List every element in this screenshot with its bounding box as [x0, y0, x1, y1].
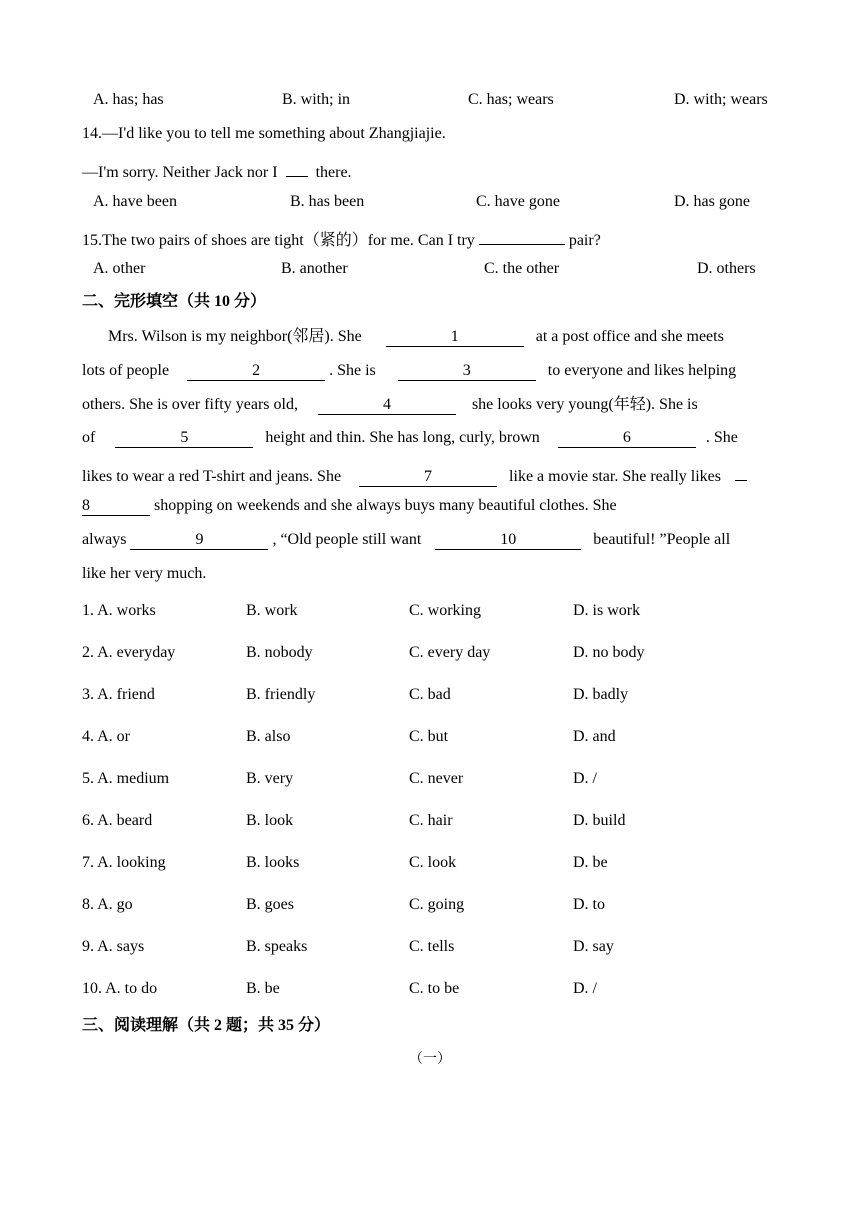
- passage-line-7: [82, 530, 730, 550]
- q13-option-c: C. has; wears: [468, 91, 554, 108]
- passage-line-5: [82, 462, 747, 487]
- option-a: 5. A. medium: [82, 770, 170, 787]
- passage-text: she looks very young(年轻). She is: [471, 396, 698, 413]
- cloze-blank-8: 8: [82, 497, 150, 516]
- section3-title: [82, 1016, 330, 1036]
- passage-text: at a post office and she meets: [535, 328, 724, 345]
- option-b: B. goes: [246, 896, 294, 913]
- passage-text: . She is: [329, 362, 376, 379]
- q14-reply-after: there.: [315, 164, 352, 181]
- option-b: B. speaks: [246, 938, 308, 955]
- cloze-blank-6: 6: [558, 429, 696, 448]
- cloze-blank-10: 10: [435, 531, 581, 550]
- q15-blank: [479, 226, 565, 245]
- option-d: D. be: [573, 854, 608, 871]
- section3-title-count: 2: [214, 1017, 223, 1034]
- option-a: 9. A. says: [82, 938, 145, 955]
- option-b: B. nobody: [246, 644, 313, 661]
- passage-line-6: [82, 496, 617, 516]
- option-c: C. tells: [409, 938, 455, 955]
- option-d: D. say: [573, 938, 614, 955]
- passage-line-8: like her very much.: [82, 565, 207, 582]
- q13-option-d: D. with; wears: [674, 91, 768, 108]
- section2-title-suffix: 分）: [230, 293, 267, 310]
- option-d: D. to: [573, 896, 605, 913]
- q15-option-d: D. others: [697, 260, 756, 277]
- option-c: C. working: [409, 602, 481, 619]
- option-c: C. look: [409, 854, 457, 871]
- q13-option-b: B. with; in: [282, 91, 351, 108]
- passage-text: beautiful! ”People all: [593, 531, 731, 548]
- passage-text: like a movie star. She really likes: [509, 468, 721, 485]
- option-b: B. work: [246, 602, 298, 619]
- option-d: D. /: [573, 770, 597, 787]
- passage-text: of: [82, 429, 96, 446]
- q14-reply-before: —I'm sorry. Neither Jack nor I: [82, 164, 278, 181]
- option-d: D. and: [573, 728, 616, 745]
- q14-stem: 14.—I'd like you to tell me something about Zhangjiajie.: [82, 125, 446, 142]
- section2-title: [82, 292, 266, 312]
- section2-title-score: 10: [214, 293, 231, 310]
- section3-title-mid: 题；共: [222, 1017, 279, 1034]
- option-c: C. every day: [409, 644, 491, 661]
- q14-option-a: A. have been: [93, 193, 177, 210]
- q14-option-d: D. has gone: [674, 193, 750, 210]
- q15-stem: [82, 226, 601, 251]
- option-a: 1. A. works: [82, 602, 156, 619]
- section3-title-score: 35: [278, 1017, 295, 1034]
- option-b: B. friendly: [246, 686, 316, 703]
- passage-line-3: [82, 395, 698, 415]
- option-b: B. also: [246, 728, 291, 745]
- q14-option-b: B. has been: [290, 193, 365, 210]
- passage-line-2: [82, 361, 736, 381]
- option-d: D. badly: [573, 686, 629, 703]
- passage-text: others. She is over fifty years old,: [82, 396, 298, 413]
- option-c: C. bad: [409, 686, 451, 703]
- passage-text: always: [82, 531, 127, 548]
- q15-option-a: A. other: [93, 260, 146, 277]
- option-d: D. is work: [573, 602, 641, 619]
- passage-text: , “Old people still want: [272, 531, 422, 548]
- option-d: D. no body: [573, 644, 645, 661]
- option-c: C. never: [409, 770, 464, 787]
- option-b: B. be: [246, 980, 280, 997]
- cloze-blank-4: 4: [318, 396, 456, 415]
- cloze-blank-7: 7: [359, 468, 497, 487]
- q15-stem-after: pair?: [568, 232, 601, 249]
- q15-option-c: C. the other: [484, 260, 560, 277]
- passage-text: lots of people: [82, 362, 170, 379]
- option-a: 4. A. or: [82, 728, 130, 745]
- q14-reply: [82, 158, 352, 183]
- option-a: 6. A. beard: [82, 812, 153, 829]
- cloze-blank-9: 9: [130, 531, 268, 550]
- section3-title-suffix: 分）: [294, 1017, 331, 1034]
- option-c: C. to be: [409, 980, 460, 997]
- passage-line-1: [108, 327, 724, 347]
- option-b: B. very: [246, 770, 294, 787]
- option-c: C. going: [409, 896, 465, 913]
- option-a: 7. A. looking: [82, 854, 166, 871]
- section3-title-prefix: 三、阅读理解（共: [82, 1017, 215, 1034]
- section2-title-prefix: 二、完形填空（共: [82, 293, 215, 310]
- option-a: 3. A. friend: [82, 686, 155, 703]
- passage-text: to everyone and likes helping: [547, 362, 737, 379]
- option-b: B. looks: [246, 854, 300, 871]
- cloze-blank-2: 2: [187, 362, 325, 381]
- q15-stem-before: 15.The two pairs of shoes are tight（紧的）for me. Can I try: [82, 232, 475, 249]
- passage-text: likes to wear a red T-shirt and jeans. She: [82, 468, 342, 485]
- q14-option-c: C. have gone: [476, 193, 560, 210]
- section3-subheading: （一）: [409, 1052, 451, 1067]
- cloze-blank-5: 5: [115, 429, 253, 448]
- passage-text: . She: [705, 429, 738, 446]
- passage-text: height and thin. She has long, curly, brown: [265, 429, 540, 446]
- q14-blank: [286, 158, 308, 177]
- cloze-blank-3: 3: [398, 362, 536, 381]
- option-d: D. build: [573, 812, 626, 829]
- passage-line-4: [82, 428, 738, 448]
- passage-text: shopping on weekends and she always buys many beautiful clothes. She: [154, 497, 617, 514]
- q13-option-a: A. has; has: [93, 91, 164, 108]
- cloze-blank-1: 1: [386, 328, 524, 347]
- option-a: 2. A. everyday: [82, 644, 176, 661]
- option-a: 8. A. go: [82, 896, 133, 913]
- option-d: D. /: [573, 980, 597, 997]
- passage-text: Mrs. Wilson is my neighbor(邻居). She: [108, 328, 362, 345]
- q15-option-b: B. another: [281, 260, 348, 277]
- option-b: B. look: [246, 812, 294, 829]
- option-c: C. but: [409, 728, 449, 745]
- option-a: 10. A. to do: [82, 980, 158, 997]
- option-c: C. hair: [409, 812, 453, 829]
- cloze-blank-8-start: [735, 462, 747, 481]
